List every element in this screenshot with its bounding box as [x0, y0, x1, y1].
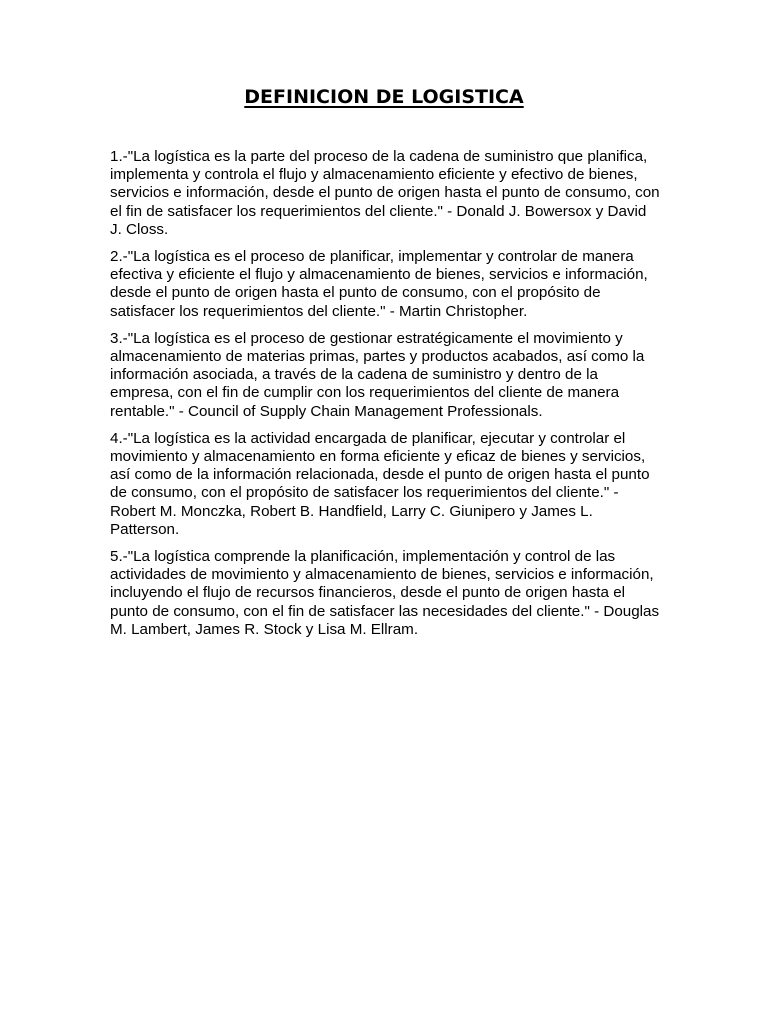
- document-title: DEFINICION DE LOGISTICA: [244, 86, 524, 108]
- definition-paragraph-3: 3.-"La logística es el proceso de gestionar estratégicamente el movimiento y almacenamiento de materias primas, partes y productos acabados, así como la información asociada, a través de la cadena de suministro y dentro de la empresa, con el fin de cumplir con los requerimientos del cliente de manera rentable." - Council of Supply Chain Management Professionals.: [110, 329, 645, 420]
- definition-paragraph-5: 5.-"La logística comprende la planificación, implementación y control de las actividades de movimiento y almacenamiento de bienes, servicios e información, incluyendo el flujo de recursos financieros, desde el punto de origen hasta el punto de consumo, con el fin de satisfacer las necesidades del cliente." - Douglas M. Lambert, James R. Stock y Lisa M. Ellram.: [110, 548, 660, 638]
- definition-paragraph-4: 4.-"La logística es la actividad encargada de planificar, ejecutar y controlar el movimiento y almacenamiento en forma eficiente y eficaz de bienes y servicios, así como de la información relacionada, desde el punto de origen hasta el punto de consumo, con el propósito de satisfacer los requerimientos del cliente." - Robert M. Monczka, Robert B. Handfield, Larry C. Giunipero y James L. Patterson.: [110, 429, 650, 538]
- definition-paragraph-2: 2.-"La logística es el proceso de planificar, implementar y controlar de manera efectiva y eficiente el flujo y almacenamiento de bienes, servicios e información, desde el punto de origen hasta el punto de consumo, con el propósito de satisfacer los requerimientos del cliente." - Martin Christopher.: [110, 248, 648, 320]
- definitions-list: [110, 148, 662, 648]
- definition-paragraph-1: 1.-"La logística es la parte del proceso de la cadena de suministro que planifica, implementa y controla el flujo y almacenamiento eficiente y efectivo de bienes, servicios e información, desde el punto de origen hasta el punto de consumo, con el fin de satisfacer los requerimientos del cliente." - Donald J. Bowersox y David J. Closs.: [110, 148, 660, 238]
